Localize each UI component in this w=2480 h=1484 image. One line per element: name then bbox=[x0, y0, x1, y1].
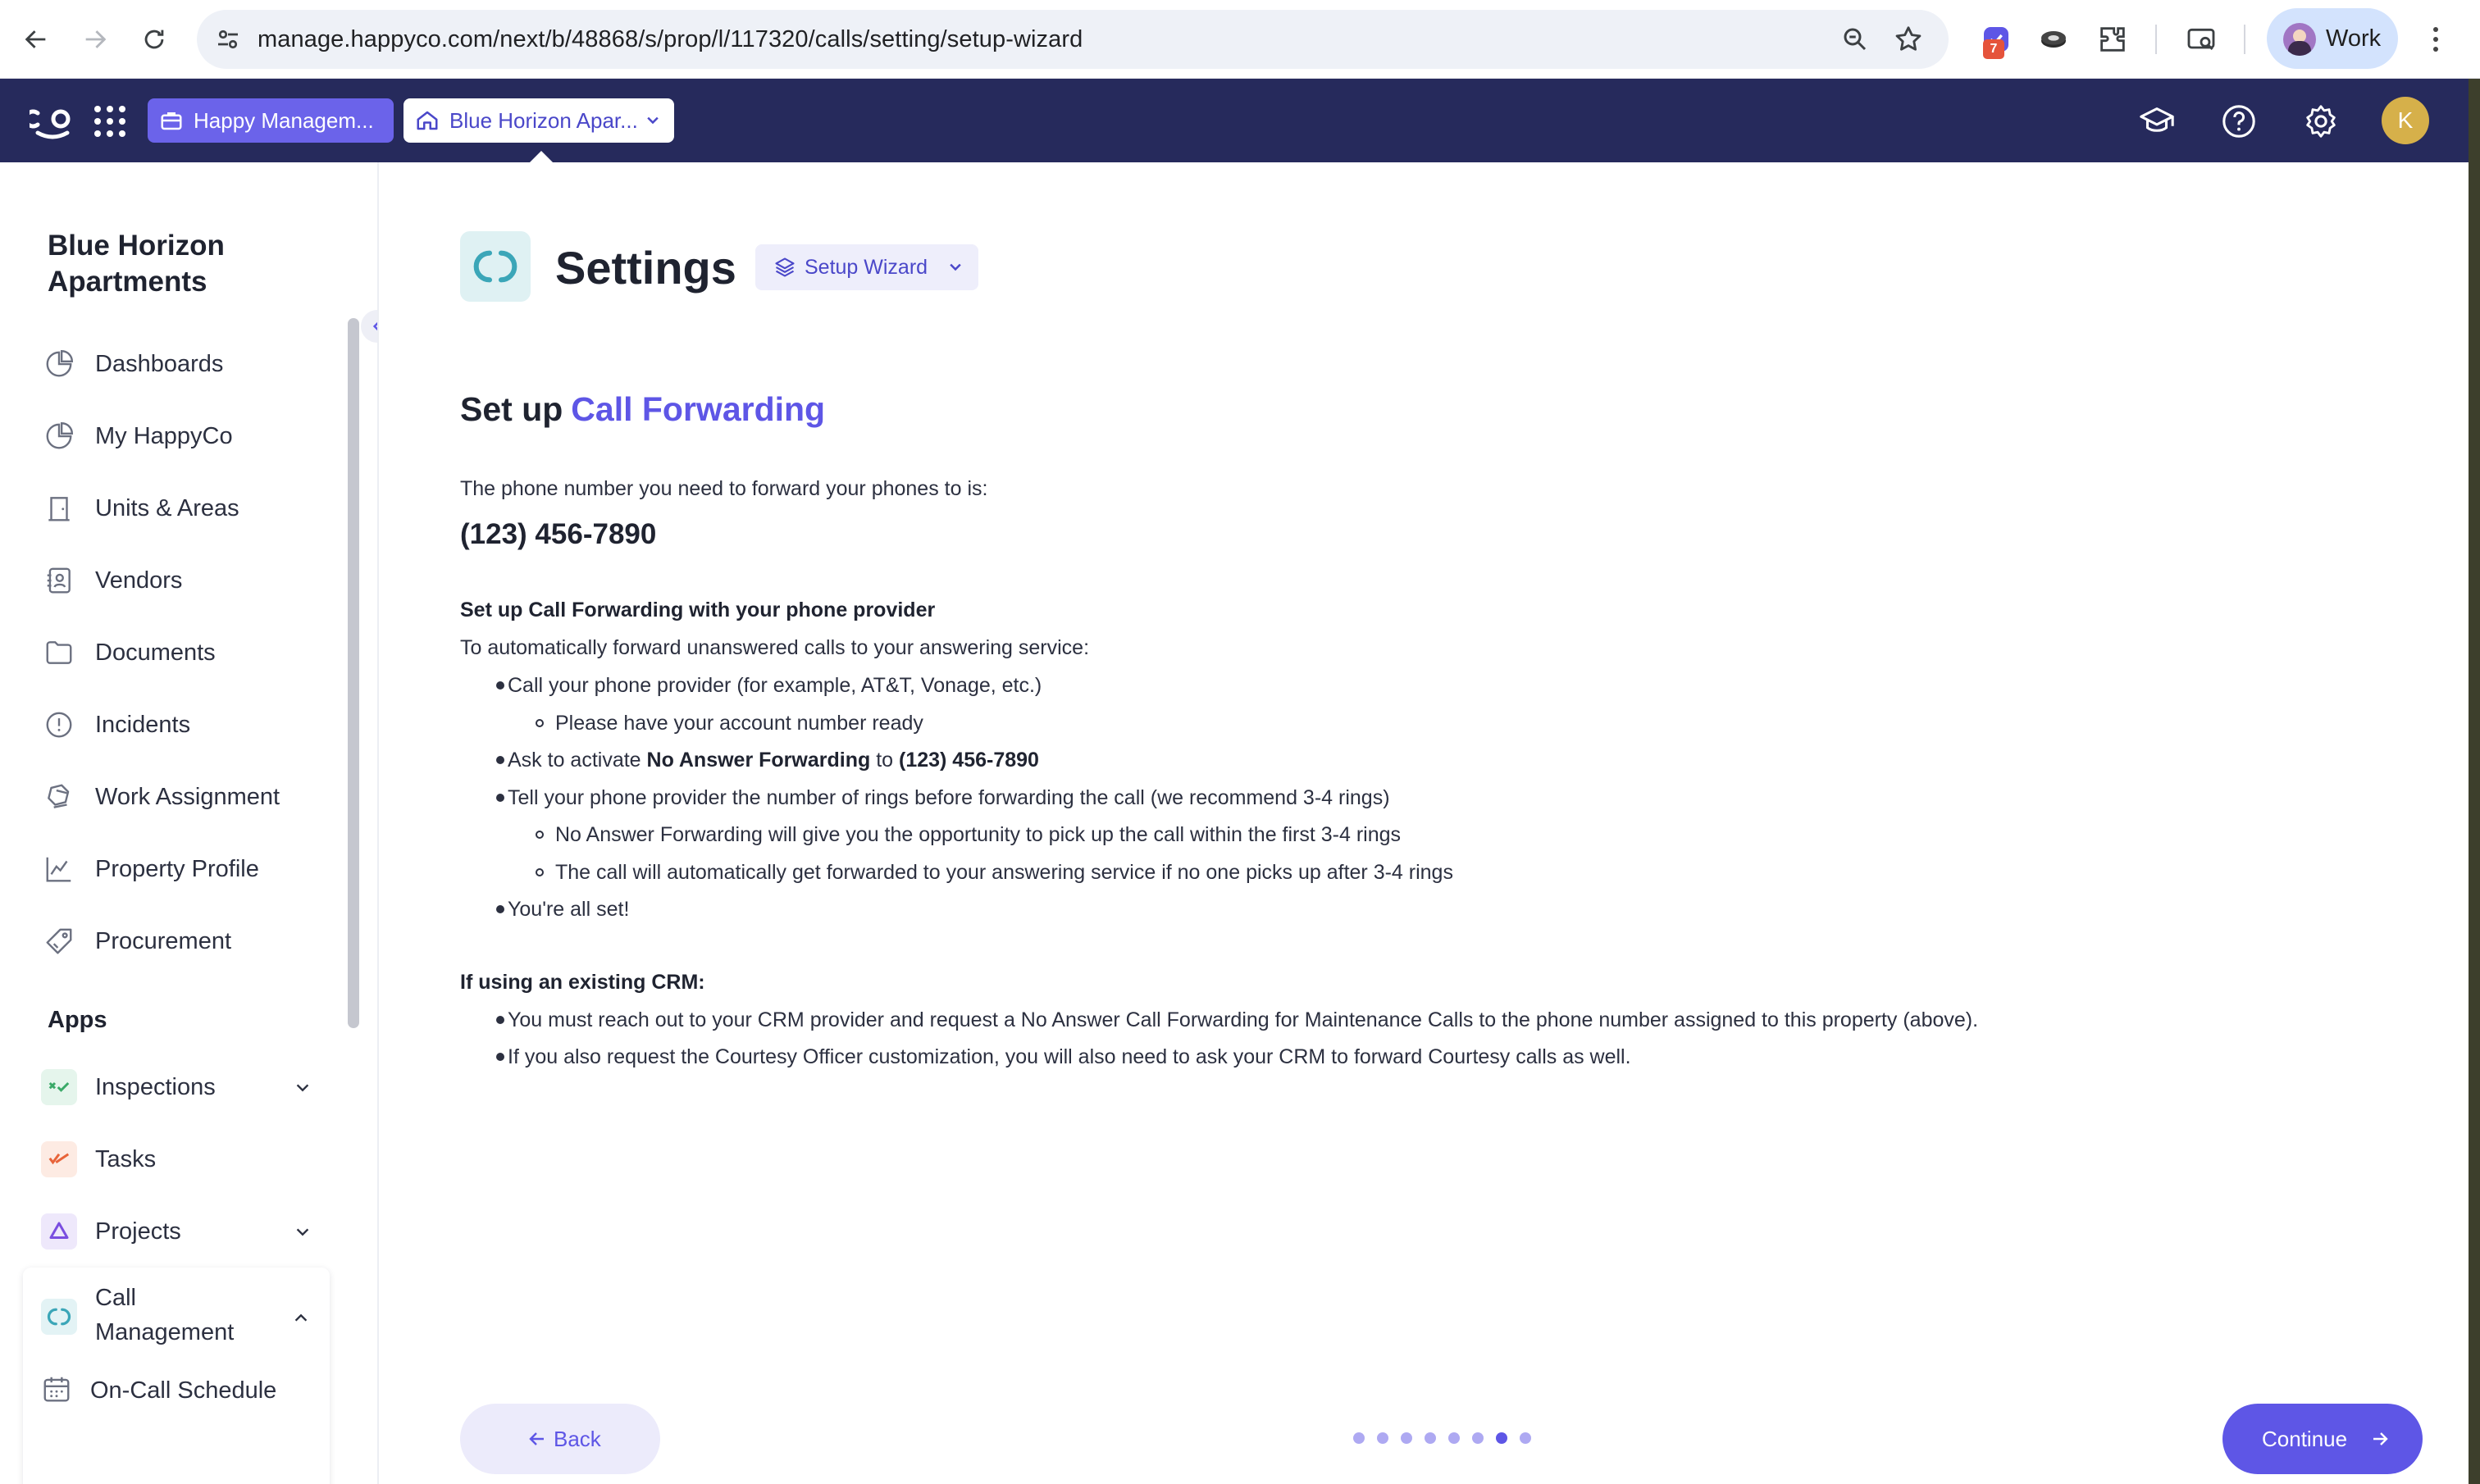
provider-section-title: Set up Call Forwarding with your phone provider bbox=[460, 599, 936, 621]
user-avatar[interactable]: K bbox=[2382, 97, 2429, 144]
address-bar[interactable] bbox=[197, 10, 1949, 69]
profile-button[interactable] bbox=[2267, 8, 2398, 69]
continue-button[interactable] bbox=[2222, 1404, 2423, 1474]
list-item: Call your phone provider (for example, AT&T, Vonage, etc.) bbox=[508, 674, 1042, 697]
tag-icon bbox=[41, 923, 77, 959]
calendar-icon bbox=[41, 1373, 72, 1409]
url-text[interactable]: manage.happyco.com/next/b/48868/s/prop/l/117320/calls/setting/setup-wizard bbox=[258, 26, 1083, 52]
browser-toolbar bbox=[0, 0, 2480, 79]
sidebar-app-inspections[interactable] bbox=[41, 1063, 312, 1112]
happyco-logo[interactable] bbox=[30, 102, 75, 139]
home-icon bbox=[415, 108, 440, 133]
forwarding-intro: The phone number you need to forward your phones to is: bbox=[460, 477, 988, 500]
apps-heading: Apps bbox=[48, 1007, 107, 1033]
call-management-icon bbox=[460, 231, 531, 302]
list-bullet bbox=[496, 905, 504, 913]
app-header bbox=[0, 79, 2469, 162]
sidebar-app-projects[interactable] bbox=[41, 1207, 312, 1256]
folder-icon bbox=[41, 635, 77, 671]
profile-avatar bbox=[2283, 23, 2316, 56]
tasks-icon bbox=[41, 1141, 77, 1177]
forwarding-phone-number: (123) 456-7890 bbox=[460, 518, 657, 550]
call-management-icon bbox=[41, 1299, 77, 1335]
chevron-down-icon[interactable] bbox=[294, 1223, 312, 1241]
wizard-step-dot bbox=[1520, 1432, 1531, 1444]
list-bullet bbox=[536, 831, 544, 839]
line-chart-icon bbox=[41, 851, 77, 887]
sidebar-item-label: Incidents bbox=[95, 711, 191, 738]
sidebar-item-property-profile[interactable] bbox=[41, 844, 336, 894]
list-bullet bbox=[496, 1016, 504, 1024]
collapse-sidebar-button[interactable] bbox=[361, 310, 379, 343]
company-switcher-button[interactable] bbox=[148, 98, 394, 143]
list-item bbox=[508, 749, 1039, 772]
wizard-step-dot bbox=[1377, 1432, 1388, 1444]
sidebar-item-label: Work Assignment bbox=[95, 783, 280, 810]
learning-cap-icon[interactable] bbox=[2137, 102, 2177, 141]
sidebar-item-label: Dashboards bbox=[95, 350, 224, 377]
window-edge bbox=[2469, 79, 2480, 1484]
browser-reload-icon[interactable] bbox=[131, 16, 177, 62]
extension-disc-icon[interactable] bbox=[2034, 20, 2073, 59]
sidebar-item-work-assignment[interactable] bbox=[41, 772, 336, 822]
sidebar-item-incidents[interactable] bbox=[41, 700, 336, 749]
site-settings-icon[interactable] bbox=[213, 25, 243, 54]
setup-wizard-label: Setup Wizard bbox=[805, 256, 928, 279]
chevron-left-icon bbox=[369, 318, 379, 335]
wizard-progress-dots bbox=[1353, 1432, 1531, 1445]
step2-prefix: Ask to activate bbox=[508, 749, 647, 772]
briefcase-icon bbox=[159, 108, 184, 133]
sidebar-item-dashboards[interactable] bbox=[41, 339, 336, 389]
step2-phone: (123) 456-7890 bbox=[899, 749, 1039, 772]
wizard-step-dot bbox=[1401, 1432, 1412, 1444]
help-icon[interactable] bbox=[2219, 102, 2259, 141]
sidebar-item-label: Documents bbox=[95, 639, 216, 666]
list-item: You must reach out to your CRM provider and request a No Answer Call Forwarding for Maintenance Calls to the phone number assigned to this property (above). bbox=[508, 1008, 1979, 1031]
page-title: Settings bbox=[555, 242, 736, 294]
setup-heading-prefix: Set up bbox=[460, 390, 563, 428]
chevron-down-icon bbox=[645, 112, 661, 129]
projects-icon bbox=[41, 1213, 77, 1250]
sidebar-app-call-management bbox=[23, 1268, 330, 1484]
chevron-down-icon[interactable] bbox=[294, 1079, 312, 1097]
gear-icon[interactable] bbox=[2301, 102, 2341, 141]
wizard-step-dot bbox=[1425, 1432, 1436, 1444]
property-caret bbox=[530, 151, 553, 162]
back-label: Back bbox=[554, 1427, 601, 1451]
toolbar-divider bbox=[2244, 25, 2245, 54]
list-bullet bbox=[536, 719, 544, 727]
setup-heading bbox=[460, 390, 825, 429]
main-content bbox=[381, 162, 2469, 1484]
contact-card-icon bbox=[41, 562, 77, 599]
list-item: Tell your phone provider the number of rings before forwarding the call (we recommend 3-4 rings) bbox=[508, 786, 1390, 809]
list-item: Please have your account number ready bbox=[555, 712, 923, 735]
wizard-step-dot bbox=[1448, 1432, 1460, 1444]
browser-menu-icon[interactable] bbox=[2419, 21, 2452, 57]
arrow-right-icon bbox=[2370, 1429, 2390, 1449]
list-item: If you also request the Courtesy Officer customization, you will also need to ask your CRM to forward Courtesy calls as well. bbox=[508, 1045, 1631, 1068]
layers-icon bbox=[773, 256, 796, 279]
setup-wizard-dropdown[interactable] bbox=[755, 244, 978, 290]
profile-label: Work bbox=[2326, 25, 2382, 52]
sidebar-property-name: Blue Horizon Apartments bbox=[48, 230, 225, 298]
sidebar-item-documents[interactable] bbox=[41, 628, 336, 677]
sidebar-item-units-areas[interactable] bbox=[41, 484, 336, 533]
chevron-down-icon bbox=[947, 259, 964, 275]
arrow-left-icon bbox=[527, 1429, 547, 1449]
list-bullet bbox=[496, 756, 504, 764]
continue-label: Continue bbox=[2262, 1427, 2348, 1451]
sidebar-item-label: Units & Areas bbox=[95, 494, 239, 521]
list-bullet bbox=[496, 1053, 504, 1061]
company-label: Happy Managem... bbox=[194, 108, 374, 133]
sidebar-app-label: Tasks bbox=[95, 1145, 157, 1172]
extension-badge: 7 bbox=[1983, 39, 2004, 59]
sidebar-item-label: Procurement bbox=[95, 927, 232, 954]
wizard-step-dot bbox=[1472, 1432, 1484, 1444]
call-management-toggle[interactable] bbox=[41, 1276, 320, 1356]
browser-forward-icon[interactable] bbox=[72, 16, 118, 62]
sidebar-subitem-label: On-Call Schedule bbox=[90, 1377, 277, 1404]
setup-heading-accent: Call Forwarding bbox=[571, 390, 826, 428]
browser-back-icon[interactable] bbox=[13, 16, 59, 62]
step2-mid: to bbox=[870, 749, 899, 772]
list-item: You're all set! bbox=[508, 898, 630, 921]
sidebar-item-label: Vendors bbox=[95, 567, 183, 594]
back-button[interactable] bbox=[460, 1404, 660, 1474]
sidebar-item-my-happyco[interactable] bbox=[41, 412, 336, 461]
sidebar bbox=[0, 162, 379, 1484]
list-bullet bbox=[496, 794, 504, 802]
extensions-puzzle-icon[interactable] bbox=[2093, 20, 2132, 59]
pie-chart-icon bbox=[41, 418, 77, 454]
sidebar-item-label: Property Profile bbox=[95, 855, 259, 882]
sidebar-item-procurement[interactable] bbox=[41, 917, 336, 966]
sidebar-subitem-on-call-schedule[interactable] bbox=[41, 1366, 276, 1415]
list-item: No Answer Forwarding will give you the opportunity to pick up the call within the first 3-4 rings bbox=[555, 823, 1402, 846]
provider-section-lead: To automatically forward unanswered calls to your answering service: bbox=[460, 636, 1090, 659]
wizard-step-dot bbox=[1353, 1432, 1365, 1444]
inspections-icon bbox=[41, 1069, 77, 1105]
door-icon bbox=[41, 490, 77, 526]
property-switcher-button[interactable] bbox=[403, 98, 674, 143]
sidebar-app-label: Call Management bbox=[95, 1285, 235, 1345]
bookmark-star-icon[interactable] bbox=[1893, 24, 1924, 55]
step2-feature: No Answer Forwarding bbox=[646, 749, 871, 772]
toolbar-divider bbox=[2155, 25, 2157, 54]
crm-section-title: If using an existing CRM: bbox=[460, 971, 705, 994]
list-bullet bbox=[536, 868, 544, 876]
list-bullet bbox=[496, 681, 504, 690]
warning-icon bbox=[41, 707, 77, 743]
tab-search-icon[interactable] bbox=[2181, 20, 2221, 59]
sidebar-app-label: Projects bbox=[95, 1218, 181, 1245]
sidebar-item-label: My HappyCo bbox=[95, 422, 233, 449]
sidebar-item-vendors[interactable] bbox=[41, 556, 336, 605]
sidebar-app-label: Inspections bbox=[95, 1073, 216, 1100]
property-label: Blue Horizon Apar... bbox=[449, 108, 638, 133]
list-item: The call will automatically get forwarded to your answering service if no one picks up after 3-4 rings bbox=[555, 861, 1453, 884]
wizard-step-dot-active bbox=[1496, 1432, 1507, 1444]
app-launcher-icon[interactable] bbox=[92, 103, 126, 138]
sidebar-scrollbar[interactable] bbox=[348, 318, 359, 1028]
zoom-icon[interactable] bbox=[1840, 25, 1870, 54]
chevron-up-icon bbox=[292, 1309, 310, 1327]
assignment-icon bbox=[41, 779, 77, 815]
pie-chart-icon bbox=[41, 346, 77, 382]
sidebar-app-tasks[interactable] bbox=[41, 1135, 312, 1184]
